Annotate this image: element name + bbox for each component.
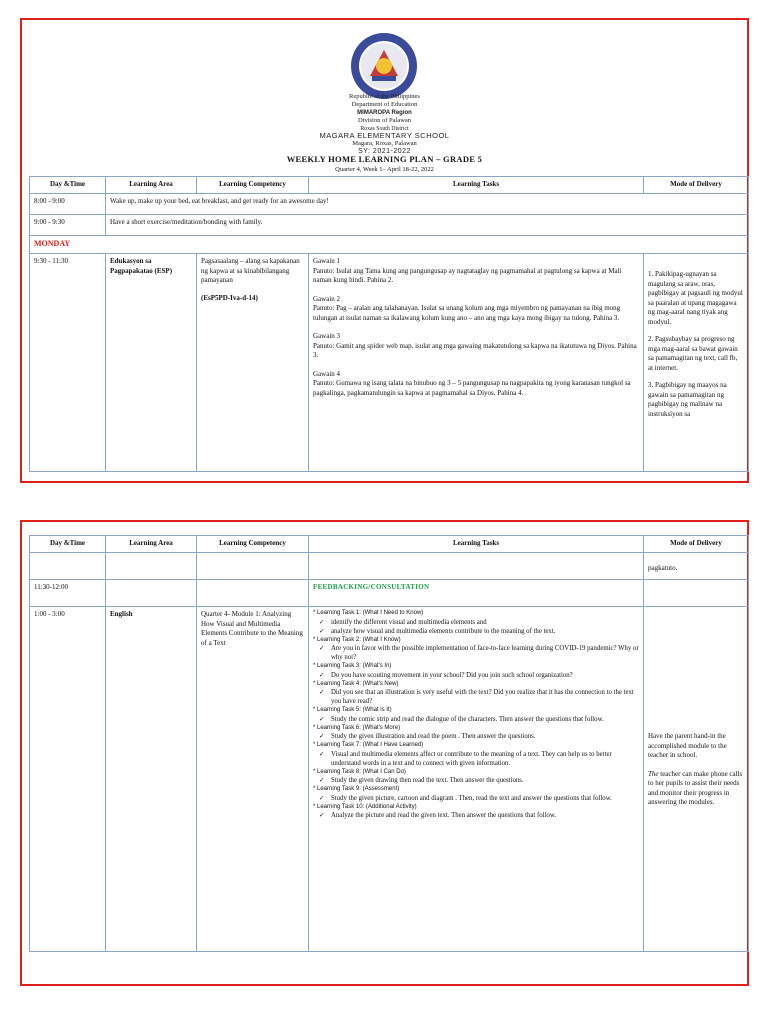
competency-code: (EsP5PD-Iva-d-14)	[201, 293, 258, 302]
learning-task-item	[313, 644, 639, 662]
empty-cell	[30, 553, 106, 580]
check-icon: ✓	[319, 644, 325, 652]
col-day-time: Day &Time	[30, 536, 106, 553]
task-item-text: Analyze the picture and read the given text. Then answer the questions that follow.	[331, 812, 556, 819]
empty-cell	[106, 580, 197, 607]
learning-tasks	[309, 254, 644, 472]
learning-task-item	[313, 627, 639, 636]
col-learning-tasks: Learning Tasks	[309, 177, 644, 194]
learning-task-item	[313, 671, 639, 680]
row-time: 9:30 - 11:30	[30, 254, 106, 472]
table-row-esp	[30, 254, 749, 472]
col-learning-area: Learning Area	[106, 177, 197, 194]
table-row	[30, 194, 749, 215]
row-activity: Wake up, make up your bed, eat breakfast, and get ready for an awesome day!	[106, 194, 749, 215]
learning-task-heading: * Learning Task 2: (What I Know)	[313, 636, 401, 643]
header-school-year: SY: 2021-2022	[358, 148, 411, 155]
learning-competency: Quarter 4- Module 1: Analyzing How Visual and Multimedia Elements Contribute to the Meaning of a Text	[197, 607, 309, 952]
empty-cell	[197, 553, 309, 580]
task-title: Gawain 3	[313, 332, 341, 340]
document-page-1	[20, 18, 749, 483]
mode-of-delivery	[644, 607, 749, 952]
task-title: Gawain 1	[313, 257, 341, 265]
learning-task-item	[313, 794, 639, 803]
check-icon: ✓	[319, 626, 325, 635]
day-label: MONDAY	[30, 236, 749, 254]
delivery-paragraph	[648, 770, 744, 808]
task-item-text: identify the different visual and multimedia elements and	[331, 618, 487, 626]
delivery-emphasis: The	[648, 769, 659, 778]
learning-task-item	[313, 618, 639, 627]
row-time: 1:00 - 3:00	[30, 607, 106, 952]
learning-task-item	[313, 750, 639, 768]
delivery-continued: pagkatuto.	[644, 553, 749, 580]
task-text: Panuto: Gumawa ng isang talata na binubuo ng 3 – 5 pangungusap na nagpapakita ng iyong karanasan tungkol sa pagkalinga, pagkamatulungin sa kapwa at pagmamahal sa Diyos. Pahina 4.	[313, 379, 631, 397]
delivery-paragraph: Have the parent hand-in the accomplished module to the teacher in school.	[648, 732, 727, 759]
learning-task-item	[313, 776, 639, 785]
col-learning-tasks: Learning Tasks	[309, 536, 644, 553]
learning-task-item	[313, 688, 639, 706]
col-learning-competency: Learning Competency	[197, 536, 309, 553]
learning-competency	[197, 254, 309, 472]
learning-task-heading: * Learning Task 9: (Assessment)	[313, 786, 400, 792]
delivery-item: 2. Pagsubaybay sa progreso ng mga mag-aaral sa bawat gawain sa pamamagitan ng text, call fb, at internet.	[648, 335, 738, 372]
col-learning-competency: Learning Competency	[197, 177, 309, 194]
learning-task-heading: * Learning Task 7: (What I Have Learned)	[313, 742, 424, 748]
empty-cell	[309, 553, 644, 580]
learning-tasks	[309, 607, 644, 952]
check-icon: ✓	[319, 749, 325, 758]
plan-table-page-2	[29, 535, 749, 952]
task-text: Panuto: Gamit ang spider web map, isulat ang mga gawaing makatutulong sa kapwa na ikatutuwa ng Diyos. Pahina 3.	[313, 341, 637, 359]
task-item-text: Study the given illustration and read the poem . Then answer the questions.	[331, 733, 536, 740]
check-icon: ✓	[319, 688, 325, 696]
table-header-row	[30, 536, 749, 553]
col-mode-of-delivery: Mode of Delivery	[644, 177, 749, 194]
table-header-row	[30, 177, 749, 194]
task-item-text: Visual and multimedia elements affect or contribute to the meaning of a text. They can help us to better understand words in a text and to connect with given information.	[331, 750, 612, 767]
learning-task-heading: * Learning Task 6: (What's More)	[313, 724, 401, 731]
learning-task-heading: * Learning Task 8: (What I Can Do)	[313, 768, 406, 775]
learning-task-heading: * Learning Task 3: (What's In)	[313, 663, 392, 669]
check-icon: ✓	[319, 617, 325, 626]
header-address: Magara, Roxas, Palawan	[352, 140, 417, 147]
learning-task-heading: * Learning Task 4: (What's New)	[313, 680, 399, 687]
empty-cell	[106, 553, 197, 580]
learning-task-heading: * Learning Task 1: (What I Need to Know)	[313, 610, 424, 616]
task-block	[313, 332, 639, 361]
table-row-continued	[30, 553, 749, 580]
empty-cell	[644, 580, 749, 607]
learning-task-item	[313, 732, 639, 741]
task-title: Gawain 2	[313, 294, 341, 303]
task-block	[313, 295, 639, 324]
task-title: Gawain 4	[313, 369, 341, 378]
plan-subtitle: Quarter 4, Week 1– April 18-22, 2022	[335, 166, 434, 173]
learning-task-item	[313, 811, 639, 820]
delivery-rest: teacher can make phone calls to her pupils to assist their needs and monitor their progress in answering the modules.	[648, 769, 743, 806]
day-row-monday	[30, 236, 749, 254]
learning-task-heading: * Learning Task 10: (Additional Activity)	[313, 803, 417, 810]
task-item-text: Did you see that an illustration is very useful with the text? Did you realize that it has the connection to the text you have read?	[331, 689, 634, 705]
row-time: 9:00 - 9:30	[30, 215, 106, 236]
learning-area: English	[106, 607, 197, 952]
feedback-label: FEEDBACKING/CONSULTATION	[309, 580, 644, 607]
task-text: Panuto: Isulat ang Tama kung ang pangungusap ay nagtataglay ng pagmamahal at pagtulong sa kapwa at Mali naman kung hindi. Pahina 2.	[313, 266, 622, 284]
learning-area: Edukasyon sa Pagpapakatao (ESP)	[106, 254, 197, 472]
header-school: MAGARA ELEMENTARY SCHOOL	[319, 131, 450, 140]
header-republic: Republic of the Philippines	[349, 93, 420, 100]
col-mode-of-delivery: Mode of Delivery	[644, 536, 749, 553]
task-item-text: Study the comic strip and read the dialogue of the characters. Then answer the questions that follow.	[331, 715, 604, 723]
header-division: Division of Palawan	[357, 117, 412, 124]
row-time: 11:30-12:00	[30, 580, 106, 607]
task-item-text: Study the given picture, cartoon and diagram . Then, read the text and answer the questions that follow.	[331, 794, 612, 802]
header-district: Roxas South District	[360, 126, 409, 132]
task-block	[313, 257, 639, 286]
competency-text: Pagsasaalang – alang sa kapakanan ng kapwa at sa kinabibilangang pamayanan	[201, 257, 300, 284]
col-learning-area: Learning Area	[106, 536, 197, 553]
header-region: MIMAROPA Region	[357, 110, 412, 116]
delivery-item: 1. Pakikipag-ugnayan sa magulang sa araw, oras, pagbibigay at pagsauli ng modyul sa paaralan at upang magagawa ng mag-aaral nang tiyak ang modyul.	[648, 270, 743, 326]
table-row-feedback	[30, 580, 749, 607]
empty-cell	[197, 580, 309, 607]
task-item-text: Are you in favor with the possible implementation of face-to-face learning during COVID-19 pandemic? Why or why not?	[331, 645, 639, 661]
header-deped: Department of Education	[351, 101, 418, 108]
table-row	[30, 215, 749, 236]
mode-of-delivery	[644, 254, 749, 472]
task-text: Panuto: Pag – aralan ang talahanayan. Isulat sa unang kolum ang mga miyembro ng pamayanan na ibig mong tulungan at isulat naman sa ikalawang kolum kung ano – ano ang mga kaya mong ibigay na tulong. Pahina 3.	[313, 304, 621, 322]
check-icon: ✓	[319, 732, 325, 740]
deped-seal-icon	[350, 32, 418, 100]
check-icon: ✓	[319, 714, 325, 723]
task-item-text: analyze how visual and multimedia elements contribute to the meaning of the text.	[331, 627, 556, 635]
plan-title: WEEKLY HOME LEARNING PLAN – GRADE 5	[286, 154, 483, 164]
learning-task-heading: * Learning Task 5: (What is It)	[313, 707, 392, 713]
task-item-text: Study the given drawing then read the text. Then answer the questions.	[331, 777, 524, 784]
task-block	[313, 370, 639, 399]
task-item-text: Do you have scouting movement in your school? Did you join such school organization?	[331, 671, 573, 679]
learning-task-item	[313, 715, 639, 724]
row-activity: Have a short exercise/meditation/bonding with family.	[106, 215, 749, 236]
plan-table-page-1	[29, 176, 749, 472]
row-time: 8:00 - 9:00	[30, 194, 106, 215]
check-icon: ✓	[319, 793, 325, 802]
check-icon: ✓	[319, 670, 325, 679]
check-icon: ✓	[319, 776, 325, 784]
document-page-2	[20, 520, 749, 986]
table-row-english	[30, 607, 749, 952]
delivery-item: 3. Pagbibigay ng maayos na gawain sa pamamagitan ng pagbibigay ng malinaw na instruksiyon sa	[648, 381, 727, 418]
check-icon: ✓	[319, 811, 325, 819]
col-day-time: Day &Time	[30, 177, 106, 194]
